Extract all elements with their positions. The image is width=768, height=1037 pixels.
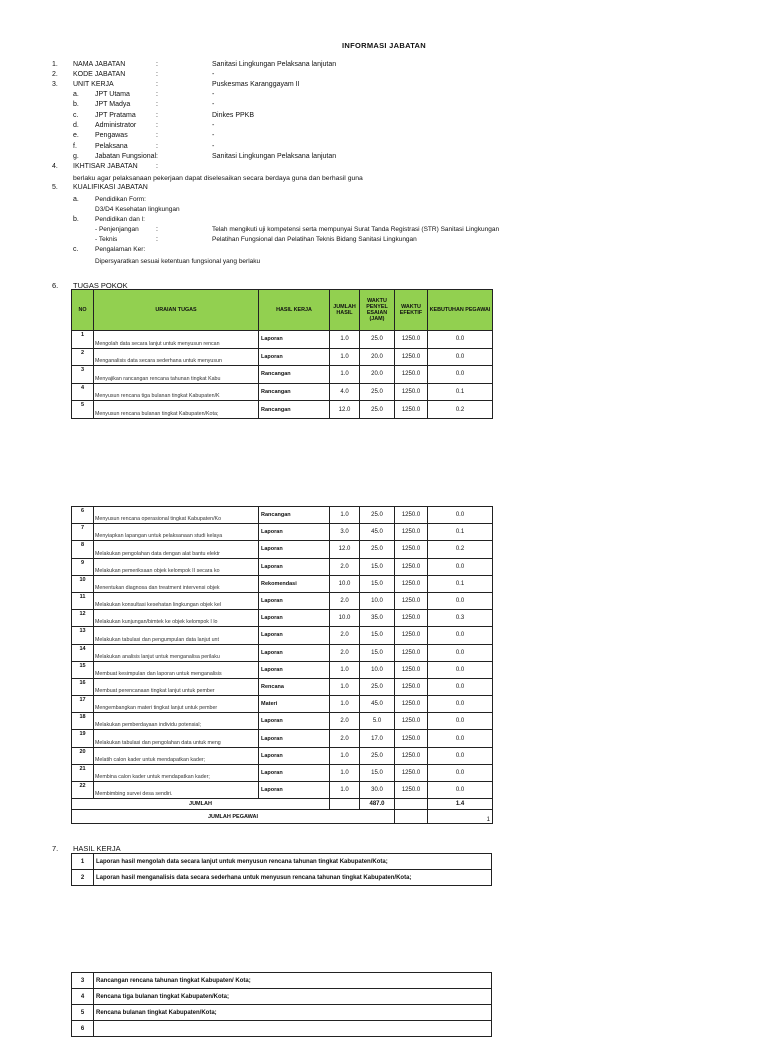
row-no: 4 xyxy=(72,383,94,401)
hasil-kerja-row xyxy=(72,989,492,1005)
row-waktu: 10.0 xyxy=(360,661,395,678)
row-no: 20 xyxy=(72,747,94,764)
field-label: Pelaksana xyxy=(95,143,128,150)
row-waktu: 25.0 xyxy=(360,541,395,558)
tugas-row xyxy=(72,764,493,781)
hasil-kerja-no: 3 xyxy=(72,973,94,989)
row-efektif: 1250.0 xyxy=(395,713,428,730)
row-efektif: 1250.0 xyxy=(395,507,428,524)
row-jumlah: 1.0 xyxy=(330,747,360,764)
row-uraian: Menganalisis data secara sederhana untuk menyusun xyxy=(94,348,259,366)
hasil-kerja-table-part1 xyxy=(71,853,492,886)
row-jumlah: 1.0 xyxy=(330,764,360,781)
row-hasil: Laporan xyxy=(259,592,330,609)
row-jumlah: 1.0 xyxy=(330,661,360,678)
row-uraian: Menyusun rencana bulanan tingkat Kabupaten/Kota; xyxy=(94,401,259,419)
kualifikasi-c-value: Dipersyaratkan sesuai ketentuan fungsional yang berlaku xyxy=(95,258,261,265)
row-efektif: 1250.0 xyxy=(395,348,428,366)
row-waktu: 35.0 xyxy=(360,610,395,627)
row-jumlah: 3.0 xyxy=(330,524,360,541)
row-uraian: Melakukan pengolahan data dengan alat bantu elektr xyxy=(94,541,259,558)
row-efektif: 1250.0 xyxy=(395,558,428,575)
jumlah-kebutuhan-total: 1.4 xyxy=(428,799,493,810)
hasil-kerja-row xyxy=(72,854,492,870)
row-uraian: Melatih calon kader untuk mendapatkan kader; xyxy=(94,747,259,764)
row-jumlah: 12.0 xyxy=(330,541,360,558)
tugas-title: TUGAS POKOK xyxy=(73,281,128,290)
row-no: 13 xyxy=(72,627,94,644)
row-kebutuhan: 0.0 xyxy=(428,678,493,695)
row-hasil: Laporan xyxy=(259,610,330,627)
hasil-kerja-text: Laporan hasil menganalisis data secara sederhana untuk menyusun rencana tahunan tingkat Kabupaten/Kota; xyxy=(94,870,492,886)
row-waktu: 15.0 xyxy=(360,558,395,575)
field-label: Administrator xyxy=(95,122,137,129)
row-hasil: Laporan xyxy=(259,661,330,678)
row-no: 11 xyxy=(72,592,94,609)
row-kebutuhan: 0.2 xyxy=(428,541,493,558)
field-label: Jabatan Fungsional xyxy=(95,153,157,160)
row-efektif: 1250.0 xyxy=(395,331,428,349)
row-hasil: Laporan xyxy=(259,764,330,781)
field-number: 3. xyxy=(52,81,58,88)
row-hasil: Laporan xyxy=(259,747,330,764)
row-efektif: 1250.0 xyxy=(395,747,428,764)
tugas-row xyxy=(72,541,493,558)
hasil-kerja-title: HASIL KERJA xyxy=(73,844,121,853)
row-uraian: Melakukan kunjungan/bimtek ke objek kelompok I lo xyxy=(94,610,259,627)
row-jumlah: 1.0 xyxy=(330,782,360,799)
tugas-row xyxy=(72,524,493,541)
jumlah-label: JUMLAH xyxy=(72,799,330,810)
row-no: 15 xyxy=(72,661,94,678)
row-waktu: 25.0 xyxy=(360,507,395,524)
row-uraian: Melakukan pemberdayaan individu potensial; xyxy=(94,713,259,730)
row-jumlah: 2.0 xyxy=(330,730,360,747)
row-efektif: 1250.0 xyxy=(395,366,428,384)
field-value: Dinkes PPKB xyxy=(212,112,255,119)
tugas-number: 6. xyxy=(52,281,59,290)
row-jumlah: 2.0 xyxy=(330,627,360,644)
row-waktu: 25.0 xyxy=(360,678,395,695)
row-kebutuhan: 0.0 xyxy=(428,558,493,575)
row-kebutuhan: 0.1 xyxy=(428,524,493,541)
kualifikasi-b-label: Pendidikan dan l: xyxy=(95,216,145,223)
hasil-kerja-no: 2 xyxy=(72,870,94,886)
field-colon: : xyxy=(156,153,158,160)
tugas-row xyxy=(72,696,493,713)
row-no: 14 xyxy=(72,644,94,661)
ikhtisar-text: berlaku agar pelaksanaan pekerjaan dapat diselesaikan secara berdaya guna dan berhasil guna xyxy=(73,175,363,182)
field-number: e. xyxy=(73,132,79,139)
row-waktu: 25.0 xyxy=(360,383,395,401)
row-efektif: 1250.0 xyxy=(395,678,428,695)
row-uraian: Mengembangkan materi tingkat lanjut untuk pember xyxy=(94,696,259,713)
row-waktu: 15.0 xyxy=(360,644,395,661)
col-header-jumlah: JUMLAH HASIL xyxy=(330,290,360,331)
row-efektif: 1250.0 xyxy=(395,541,428,558)
row-waktu: 45.0 xyxy=(360,524,395,541)
hasil-kerja-text: Rencana bulanan tingkat Kabupaten/Kota; xyxy=(94,1005,492,1021)
row-jumlah: 1.0 xyxy=(330,348,360,366)
row-waktu: 15.0 xyxy=(360,764,395,781)
field-label: Pengawas xyxy=(95,132,128,139)
row-kebutuhan: 0.0 xyxy=(428,348,493,366)
kualifikasi-number: 5. xyxy=(52,184,58,191)
row-jumlah: 1.0 xyxy=(330,678,360,695)
kualifikasi-b1-label: - Penjenjangan xyxy=(95,226,139,233)
row-jumlah: 1.0 xyxy=(330,366,360,384)
row-waktu: 17.0 xyxy=(360,730,395,747)
row-waktu: 10.0 xyxy=(360,592,395,609)
row-no: 10 xyxy=(72,575,94,592)
hasil-kerja-table-part2 xyxy=(71,972,492,1037)
tugas-row xyxy=(72,730,493,747)
row-uraian: Mengolah data secara lanjut untuk menyusun rencan xyxy=(94,331,259,349)
row-uraian: Membina calon kader untuk mendapatkan kader; xyxy=(94,764,259,781)
row-jumlah: 4.0 xyxy=(330,383,360,401)
tugas-row xyxy=(72,592,493,609)
row-efektif: 1250.0 xyxy=(395,592,428,609)
field-label: JPT Madya xyxy=(95,101,131,108)
field-number: a. xyxy=(73,91,79,98)
row-efektif: 1250.0 xyxy=(395,575,428,592)
field-colon: : xyxy=(156,71,158,78)
row-waktu: 20.0 xyxy=(360,348,395,366)
row-hasil: Laporan xyxy=(259,713,330,730)
tugas-table-part2 xyxy=(71,506,493,824)
field-value: - xyxy=(212,101,215,108)
hasil-kerja-no: 1 xyxy=(72,854,94,870)
field-label: NAMA JABATAN xyxy=(73,61,126,68)
field-number: g. xyxy=(73,153,79,160)
kualifikasi-b2-label: - Teknis xyxy=(95,236,118,243)
field-label: JPT Utama xyxy=(95,91,130,98)
row-hasil: Rancangan xyxy=(259,383,330,401)
row-uraian: Membuat perencanaan tingkat lanjut untuk pember xyxy=(94,678,259,695)
row-no: 17 xyxy=(72,696,94,713)
row-hasil: Rencana xyxy=(259,678,330,695)
row-kebutuhan: 0.0 xyxy=(428,331,493,349)
row-jumlah: 10.0 xyxy=(330,575,360,592)
col-header-hasil: HASIL KERJA xyxy=(259,290,330,331)
row-uraian: Menyajikan rancangan rencana tahunan tingkat Kabu xyxy=(94,366,259,384)
row-jumlah: 2.0 xyxy=(330,644,360,661)
col-header-no: NO xyxy=(72,290,94,331)
row-waktu: 20.0 xyxy=(360,366,395,384)
row-uraian: Membimbing survei desa sendiri. xyxy=(94,782,259,799)
row-no: 18 xyxy=(72,713,94,730)
row-hasil: Laporan xyxy=(259,348,330,366)
row-kebutuhan: 0.0 xyxy=(428,764,493,781)
row-kebutuhan: 0.0 xyxy=(428,713,493,730)
row-uraian: Melakukan tabulasi dan pengolahan data untuk meng xyxy=(94,730,259,747)
row-kebutuhan: 0.2 xyxy=(428,401,493,419)
hasil-kerja-text: Laporan hasil mengolah data secara lanjut untuk menyusun rencana tahunan tingkat Kabupaten/Kota; xyxy=(94,854,492,870)
field-colon: : xyxy=(156,163,158,170)
row-no: 7 xyxy=(72,524,94,541)
field-colon: : xyxy=(156,61,158,68)
hasil-kerja-row xyxy=(72,1021,492,1037)
field-colon: : xyxy=(156,101,158,108)
row-kebutuhan: 0.1 xyxy=(428,575,493,592)
row-efektif: 1250.0 xyxy=(395,627,428,644)
field-number: 2. xyxy=(52,71,58,78)
row-kebutuhan: 0.0 xyxy=(428,644,493,661)
row-no: 8 xyxy=(72,541,94,558)
field-number: 1. xyxy=(52,61,58,68)
kualifikasi-b-number: b. xyxy=(73,216,79,223)
hasil-kerja-row xyxy=(72,870,492,886)
kualifikasi-b1-colon: : xyxy=(156,226,158,233)
document-title: INFORMASI JABATAN xyxy=(342,41,426,50)
row-jumlah: 2.0 xyxy=(330,558,360,575)
row-efektif: 1250.0 xyxy=(395,610,428,627)
field-colon: : xyxy=(156,132,158,139)
row-uraian: Membuat kesimpulan dan laporan untuk menganalisis xyxy=(94,661,259,678)
row-waktu: 25.0 xyxy=(360,331,395,349)
kualifikasi-c-label: Pengalaman Ker: xyxy=(95,246,146,253)
row-no: 22 xyxy=(72,782,94,799)
tugas-row xyxy=(72,401,493,419)
row-no: 2 xyxy=(72,348,94,366)
tugas-row xyxy=(72,575,493,592)
row-kebutuhan: 0.0 xyxy=(428,592,493,609)
kualifikasi-title: KUALIFIKASI JABATAN xyxy=(73,184,148,191)
tugas-row xyxy=(72,782,493,799)
jumlah-pegawai-value: 1 xyxy=(428,810,493,824)
row-efektif: 1250.0 xyxy=(395,661,428,678)
row-no: 3 xyxy=(72,366,94,384)
row-kebutuhan: 0.3 xyxy=(428,610,493,627)
row-jumlah: 2.0 xyxy=(330,713,360,730)
hasil-kerja-text: Rencana tiga bulanan tingkat Kabupaten/Kota; xyxy=(94,989,492,1005)
field-number: c. xyxy=(73,112,79,119)
field-number: b. xyxy=(73,101,79,108)
row-jumlah: 12.0 xyxy=(330,401,360,419)
row-uraian: Menyiapkan lapangan untuk pelaksanaan studi kelaya xyxy=(94,524,259,541)
row-jumlah: 1.0 xyxy=(330,696,360,713)
row-no: 12 xyxy=(72,610,94,627)
hasil-kerja-text xyxy=(94,1021,492,1037)
row-efektif: 1250.0 xyxy=(395,401,428,419)
col-header-efektif: WAKTU EFEKTIF xyxy=(395,290,428,331)
field-label: UNIT KERJA xyxy=(73,81,114,88)
hasil-kerja-no: 4 xyxy=(72,989,94,1005)
row-kebutuhan: 0.0 xyxy=(428,661,493,678)
row-efektif: 1250.0 xyxy=(395,524,428,541)
row-efektif: 1250.0 xyxy=(395,383,428,401)
kualifikasi-b2-colon: : xyxy=(156,236,158,243)
row-hasil: Rekomendasi xyxy=(259,575,330,592)
tugas-row xyxy=(72,348,493,366)
field-label: IKHTISAR JABATAN xyxy=(73,163,138,170)
row-uraian: Menentukan diagnosa dan treatment intervensi objek xyxy=(94,575,259,592)
tugas-row xyxy=(72,644,493,661)
jumlah-waktu-total: 487.0 xyxy=(360,799,395,810)
field-colon: : xyxy=(156,143,158,150)
hasil-kerja-row xyxy=(72,973,492,989)
kualifikasi-b1-value: Telah mengikuti uji kompetensi serta mempunyai Surat Tanda Registrasi (STR) Sanitasi Lingkungan xyxy=(212,226,500,233)
row-uraian: Menyusun rencana operasional tingkat Kabupaten/Ko xyxy=(94,507,259,524)
kualifikasi-b2-value: Pelatihan Fungsional dan Pelatihan Teknis Bidang Sanitasi Lingkungan xyxy=(212,236,417,243)
field-number: d. xyxy=(73,122,79,129)
row-no: 5 xyxy=(72,401,94,419)
row-no: 21 xyxy=(72,764,94,781)
row-uraian: Melakukan analisis lanjut untuk menganalisa perilaku xyxy=(94,644,259,661)
hasil-kerja-no: 5 xyxy=(72,1005,94,1021)
row-jumlah: 2.0 xyxy=(330,592,360,609)
field-value: - xyxy=(212,122,215,129)
tugas-row xyxy=(72,507,493,524)
hasil-kerja-number: 7. xyxy=(52,844,59,853)
row-hasil: Laporan xyxy=(259,730,330,747)
field-number: 4. xyxy=(52,163,58,170)
tugas-row xyxy=(72,383,493,401)
row-kebutuhan: 0.1 xyxy=(428,383,493,401)
field-colon: : xyxy=(156,91,158,98)
col-header-kebutuhan: KEBUTUHAN PEGAWAI xyxy=(428,290,493,331)
row-hasil: Laporan xyxy=(259,331,330,349)
tugas-row xyxy=(72,627,493,644)
row-hasil: Laporan xyxy=(259,524,330,541)
kualifikasi-a-value: D3/D4 Kesehatan lingkungan xyxy=(95,206,180,213)
kualifikasi-a-label: Pendidikan Form: xyxy=(95,196,146,203)
row-hasil: Materi xyxy=(259,696,330,713)
field-value: - xyxy=(212,91,215,98)
row-efektif: 1250.0 xyxy=(395,730,428,747)
row-no: 6 xyxy=(72,507,94,524)
row-hasil: Laporan xyxy=(259,558,330,575)
row-hasil: Laporan xyxy=(259,644,330,661)
field-label: JPT Pratama xyxy=(95,112,136,119)
row-efektif: 1250.0 xyxy=(395,644,428,661)
field-label: KODE JABATAN xyxy=(73,71,126,78)
row-jumlah: 10.0 xyxy=(330,610,360,627)
row-kebutuhan: 0.0 xyxy=(428,627,493,644)
kualifikasi-c-number: c. xyxy=(73,246,79,253)
hasil-kerja-row xyxy=(72,1005,492,1021)
row-waktu: 30.0 xyxy=(360,782,395,799)
row-efektif: 1250.0 xyxy=(395,782,428,799)
row-hasil: Laporan xyxy=(259,782,330,799)
hasil-kerja-no: 6 xyxy=(72,1021,94,1037)
tugas-row xyxy=(72,661,493,678)
row-waktu: 15.0 xyxy=(360,627,395,644)
row-hasil: Laporan xyxy=(259,541,330,558)
field-value: - xyxy=(212,143,215,150)
field-colon: : xyxy=(156,81,158,88)
row-no: 9 xyxy=(72,558,94,575)
row-no: 16 xyxy=(72,678,94,695)
field-colon: : xyxy=(156,122,158,129)
row-kebutuhan: 0.0 xyxy=(428,730,493,747)
field-value: Puskesmas Karanggayam II xyxy=(212,81,300,88)
row-kebutuhan: 0.0 xyxy=(428,507,493,524)
row-waktu: 25.0 xyxy=(360,401,395,419)
row-jumlah: 1.0 xyxy=(330,507,360,524)
row-jumlah: 1.0 xyxy=(330,331,360,349)
row-hasil: Rancangan xyxy=(259,366,330,384)
tugas-row xyxy=(72,366,493,384)
tugas-row xyxy=(72,713,493,730)
row-waktu: 25.0 xyxy=(360,747,395,764)
row-efektif: 1250.0 xyxy=(395,696,428,713)
row-uraian: Menyusun rencana tiga bulanan tingkat Kabupaten/K xyxy=(94,383,259,401)
row-uraian: Melakukan tabulasi dan pengumpulan data lanjut unt xyxy=(94,627,259,644)
kualifikasi-a-number: a. xyxy=(73,196,79,203)
row-no: 19 xyxy=(72,730,94,747)
row-waktu: 15.0 xyxy=(360,575,395,592)
field-value: Sanitasi Lingkungan Pelaksana lanjutan xyxy=(212,61,337,68)
field-colon: : xyxy=(156,112,158,119)
row-hasil: Rancangan xyxy=(259,507,330,524)
tugas-table-part1 xyxy=(71,289,493,419)
hasil-kerja-text: Rancangan rencana tahunan tingkat Kabupaten/ Kota; xyxy=(94,973,492,989)
col-header-waktu: WAKTU PENYEL ESAIAN (JAM) xyxy=(360,290,395,331)
field-value: - xyxy=(212,71,215,78)
row-uraian: Melakukan pemeriksaan objek kelompok II secara ko xyxy=(94,558,259,575)
row-waktu: 5.0 xyxy=(360,713,395,730)
field-value: - xyxy=(212,132,215,139)
tugas-row xyxy=(72,678,493,695)
col-header-uraian: URAIAN TUGAS xyxy=(94,290,259,331)
row-hasil: Rancangan xyxy=(259,401,330,419)
tugas-row xyxy=(72,331,493,349)
jumlah-pegawai-label: JUMLAH PEGAWAI xyxy=(72,810,395,824)
row-kebutuhan: 0.0 xyxy=(428,366,493,384)
row-uraian: Melakukan konsultasi kesehatan lingkungan objek kel xyxy=(94,592,259,609)
row-hasil: Laporan xyxy=(259,627,330,644)
field-number: f. xyxy=(73,143,77,150)
row-no: 1 xyxy=(72,331,94,349)
field-value: Sanitasi Lingkungan Pelaksana lanjutan xyxy=(212,153,337,160)
row-efektif: 1250.0 xyxy=(395,764,428,781)
tugas-row xyxy=(72,747,493,764)
tugas-row xyxy=(72,610,493,627)
row-kebutuhan: 0.0 xyxy=(428,696,493,713)
row-waktu: 45.0 xyxy=(360,696,395,713)
row-kebutuhan: 0.0 xyxy=(428,747,493,764)
tugas-row xyxy=(72,558,493,575)
row-kebutuhan: 0.0 xyxy=(428,782,493,799)
